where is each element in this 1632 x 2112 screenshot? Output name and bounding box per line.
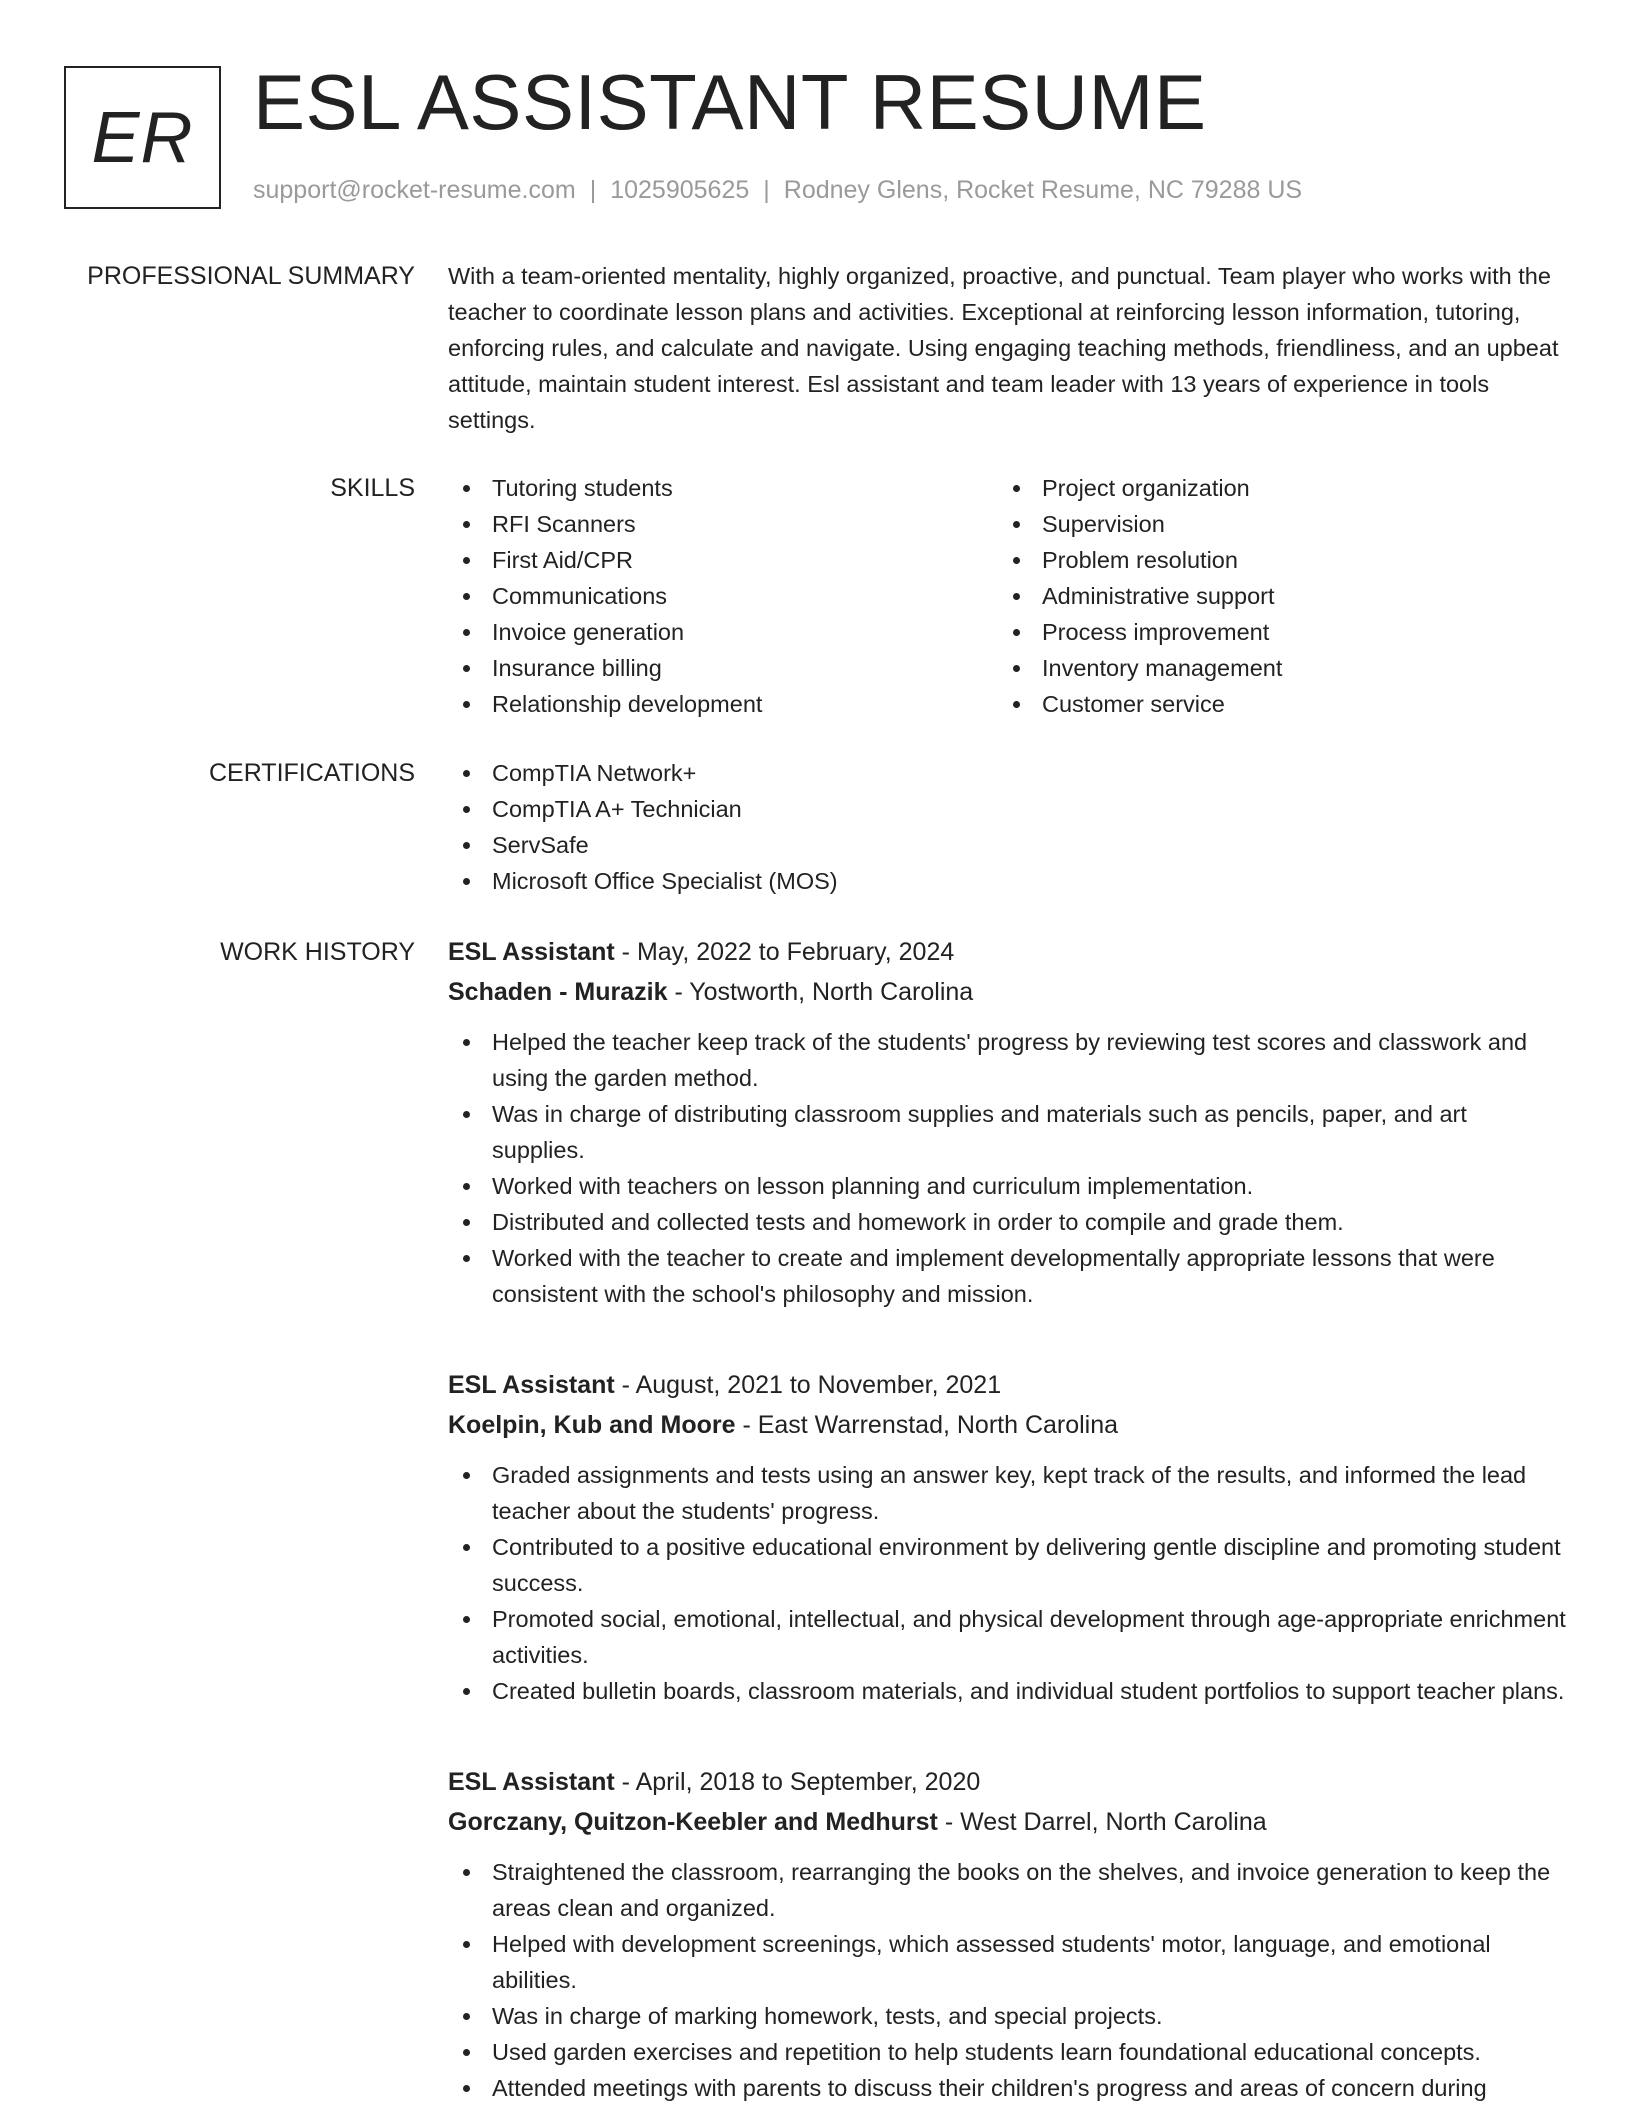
certifications-body (448, 755, 1566, 899)
job-title: ESL Assistant (448, 1768, 615, 1796)
contact-separator: | (763, 176, 770, 204)
job-bullet: Graded assignments and tests using an answer key, kept track of the results, and informed the lead teacher about the students' progress. (448, 1457, 1566, 1529)
job-bullet: Helped the teacher keep track of the students' progress by reviewing test scores and classwork and using the garden method. (448, 1024, 1566, 1096)
job-title-line (448, 1762, 1566, 1802)
monogram-box (64, 66, 221, 209)
job-bullets (448, 1024, 1566, 1312)
job-title: ESL Assistant (448, 938, 615, 966)
skill-item: Insurance billing (448, 650, 998, 686)
section-label-summary: PROFESSIONAL SUMMARY (87, 262, 415, 290)
skill-item: Relationship development (448, 686, 998, 722)
job-title: ESL Assistant (448, 1371, 615, 1399)
skill-item: Tutoring students (448, 470, 998, 506)
job-company: Koelpin, Kub and Moore (448, 1411, 736, 1439)
jobs-list (448, 932, 1566, 2106)
job-dates: - April, 2018 to September, 2020 (614, 1768, 981, 1796)
skill-item: Project organization (998, 470, 1548, 506)
contact-separator: | (589, 176, 597, 204)
job-company-line (448, 1405, 1566, 1445)
job-bullet: Straightened the classroom, rearranging the books on the shelves, and invoice generation to keep the areas clean and organized. (448, 1854, 1566, 1926)
skill-item: Administrative support (998, 578, 1548, 614)
job-bullet: Worked with teachers on lesson planning and curriculum implementation. (448, 1168, 1566, 1204)
contact-email: support@rocket-resume.com (253, 176, 576, 204)
skill-item: Inventory management (998, 650, 1548, 686)
skill-item: Process improvement (998, 614, 1548, 650)
job-company: Gorczany, Quitzon-Keebler and Medhurst (448, 1808, 938, 1836)
job-bullet: Was in charge of distributing classroom supplies and materials such as pencils, paper, and art supplies. (448, 1096, 1566, 1168)
job-bullet: Contributed to a positive educational environment by delivering gentle discipline and promoting student success. (448, 1529, 1566, 1601)
job-dates: - May, 2022 to February, 2024 (614, 938, 955, 966)
resume-title: ESL ASSISTANT RESUME (253, 58, 1207, 146)
job-bullet: Used garden exercises and repetition to help students learn foundational educational concepts. (448, 2034, 1566, 2070)
job-company: Schaden - Murazik (448, 978, 668, 1006)
certification-item: Microsoft Office Specialist (MOS) (448, 863, 1566, 899)
skill-item: Customer service (998, 686, 1548, 722)
job-entry (448, 932, 1566, 1312)
job-bullet: Created bulletin boards, classroom materials, and individual student portfolios to support teacher plans. (448, 1673, 1566, 1709)
summary-text: With a team-oriented mentality, highly organized, proactive, and punctual. Team player who works with the teacher to coordinate lesson plans and activities. Exceptional at reinforcing lesson information, tutoring, enforcing rules, and calculate and navigate. Using engaging teaching methods, friendliness, and an upbeat attitude, maintain student interest. Esl assistant and team leader with 13 years of experience in tools settings. (448, 263, 1559, 433)
certification-item: CompTIA A+ Technician (448, 791, 1566, 827)
job-location: - East Warrenstad, North Carolina (735, 1411, 1119, 1439)
skills-columns (448, 470, 1566, 722)
job-bullets (448, 1457, 1566, 1709)
skill-item: First Aid/CPR (448, 542, 998, 578)
skill-item: Invoice generation (448, 614, 998, 650)
section-label-skills: SKILLS (330, 474, 415, 502)
certification-item: ServSafe (448, 827, 1566, 863)
job-location: - West Darrel, North Carolina (937, 1808, 1267, 1836)
section-label-certifications: CERTIFICATIONS (208, 759, 415, 787)
job-dates: - August, 2021 to November, 2021 (614, 1371, 1002, 1399)
job-title-line (448, 932, 1566, 972)
skill-item: Communications (448, 578, 998, 614)
job-entry (448, 1365, 1566, 1709)
job-bullet: Promoted social, emotional, intellectual, and physical development through age-appropriate enrichment activities. (448, 1601, 1566, 1673)
section-label-work-history: WORK HISTORY (220, 938, 415, 966)
skills-list-left (448, 470, 998, 722)
work-history-body (448, 932, 1566, 2106)
job-company-line (448, 1802, 1566, 1842)
job-bullet: Was in charge of marking homework, tests, and special projects. (448, 1998, 1566, 2034)
job-company-line (448, 972, 1566, 1012)
contact-line (253, 174, 1302, 206)
contact-phone: 1025905625 (610, 176, 750, 204)
skill-item: RFI Scanners (448, 506, 998, 542)
contact-address: Rodney Glens, Rocket Resume, NC 79288 US (783, 176, 1303, 204)
certifications-list (448, 755, 1566, 899)
job-bullet: Helped with development screenings, which assessed students' motor, language, and emotional abilities. (448, 1926, 1566, 1998)
job-bullet: Distributed and collected tests and homework in order to compile and grade them. (448, 1204, 1566, 1240)
job-location: - Yostworth, North Carolina (667, 978, 974, 1006)
job-bullets (448, 1854, 1566, 2106)
monogram-initials: ER (91, 97, 194, 178)
job-title-line (448, 1365, 1566, 1405)
skills-list-right (998, 470, 1548, 722)
skill-item: Problem resolution (998, 542, 1548, 578)
job-bullet: Worked with the teacher to create and implement developmentally appropriate lessons that were consistent with the school's philosophy and mission. (448, 1240, 1566, 1312)
job-bullet: Attended meetings with parents to discuss their children's progress and areas of concern during (448, 2070, 1566, 2106)
job-entry (448, 1762, 1566, 2106)
certification-item: CompTIA Network+ (448, 755, 1566, 791)
skill-item: Supervision (998, 506, 1548, 542)
